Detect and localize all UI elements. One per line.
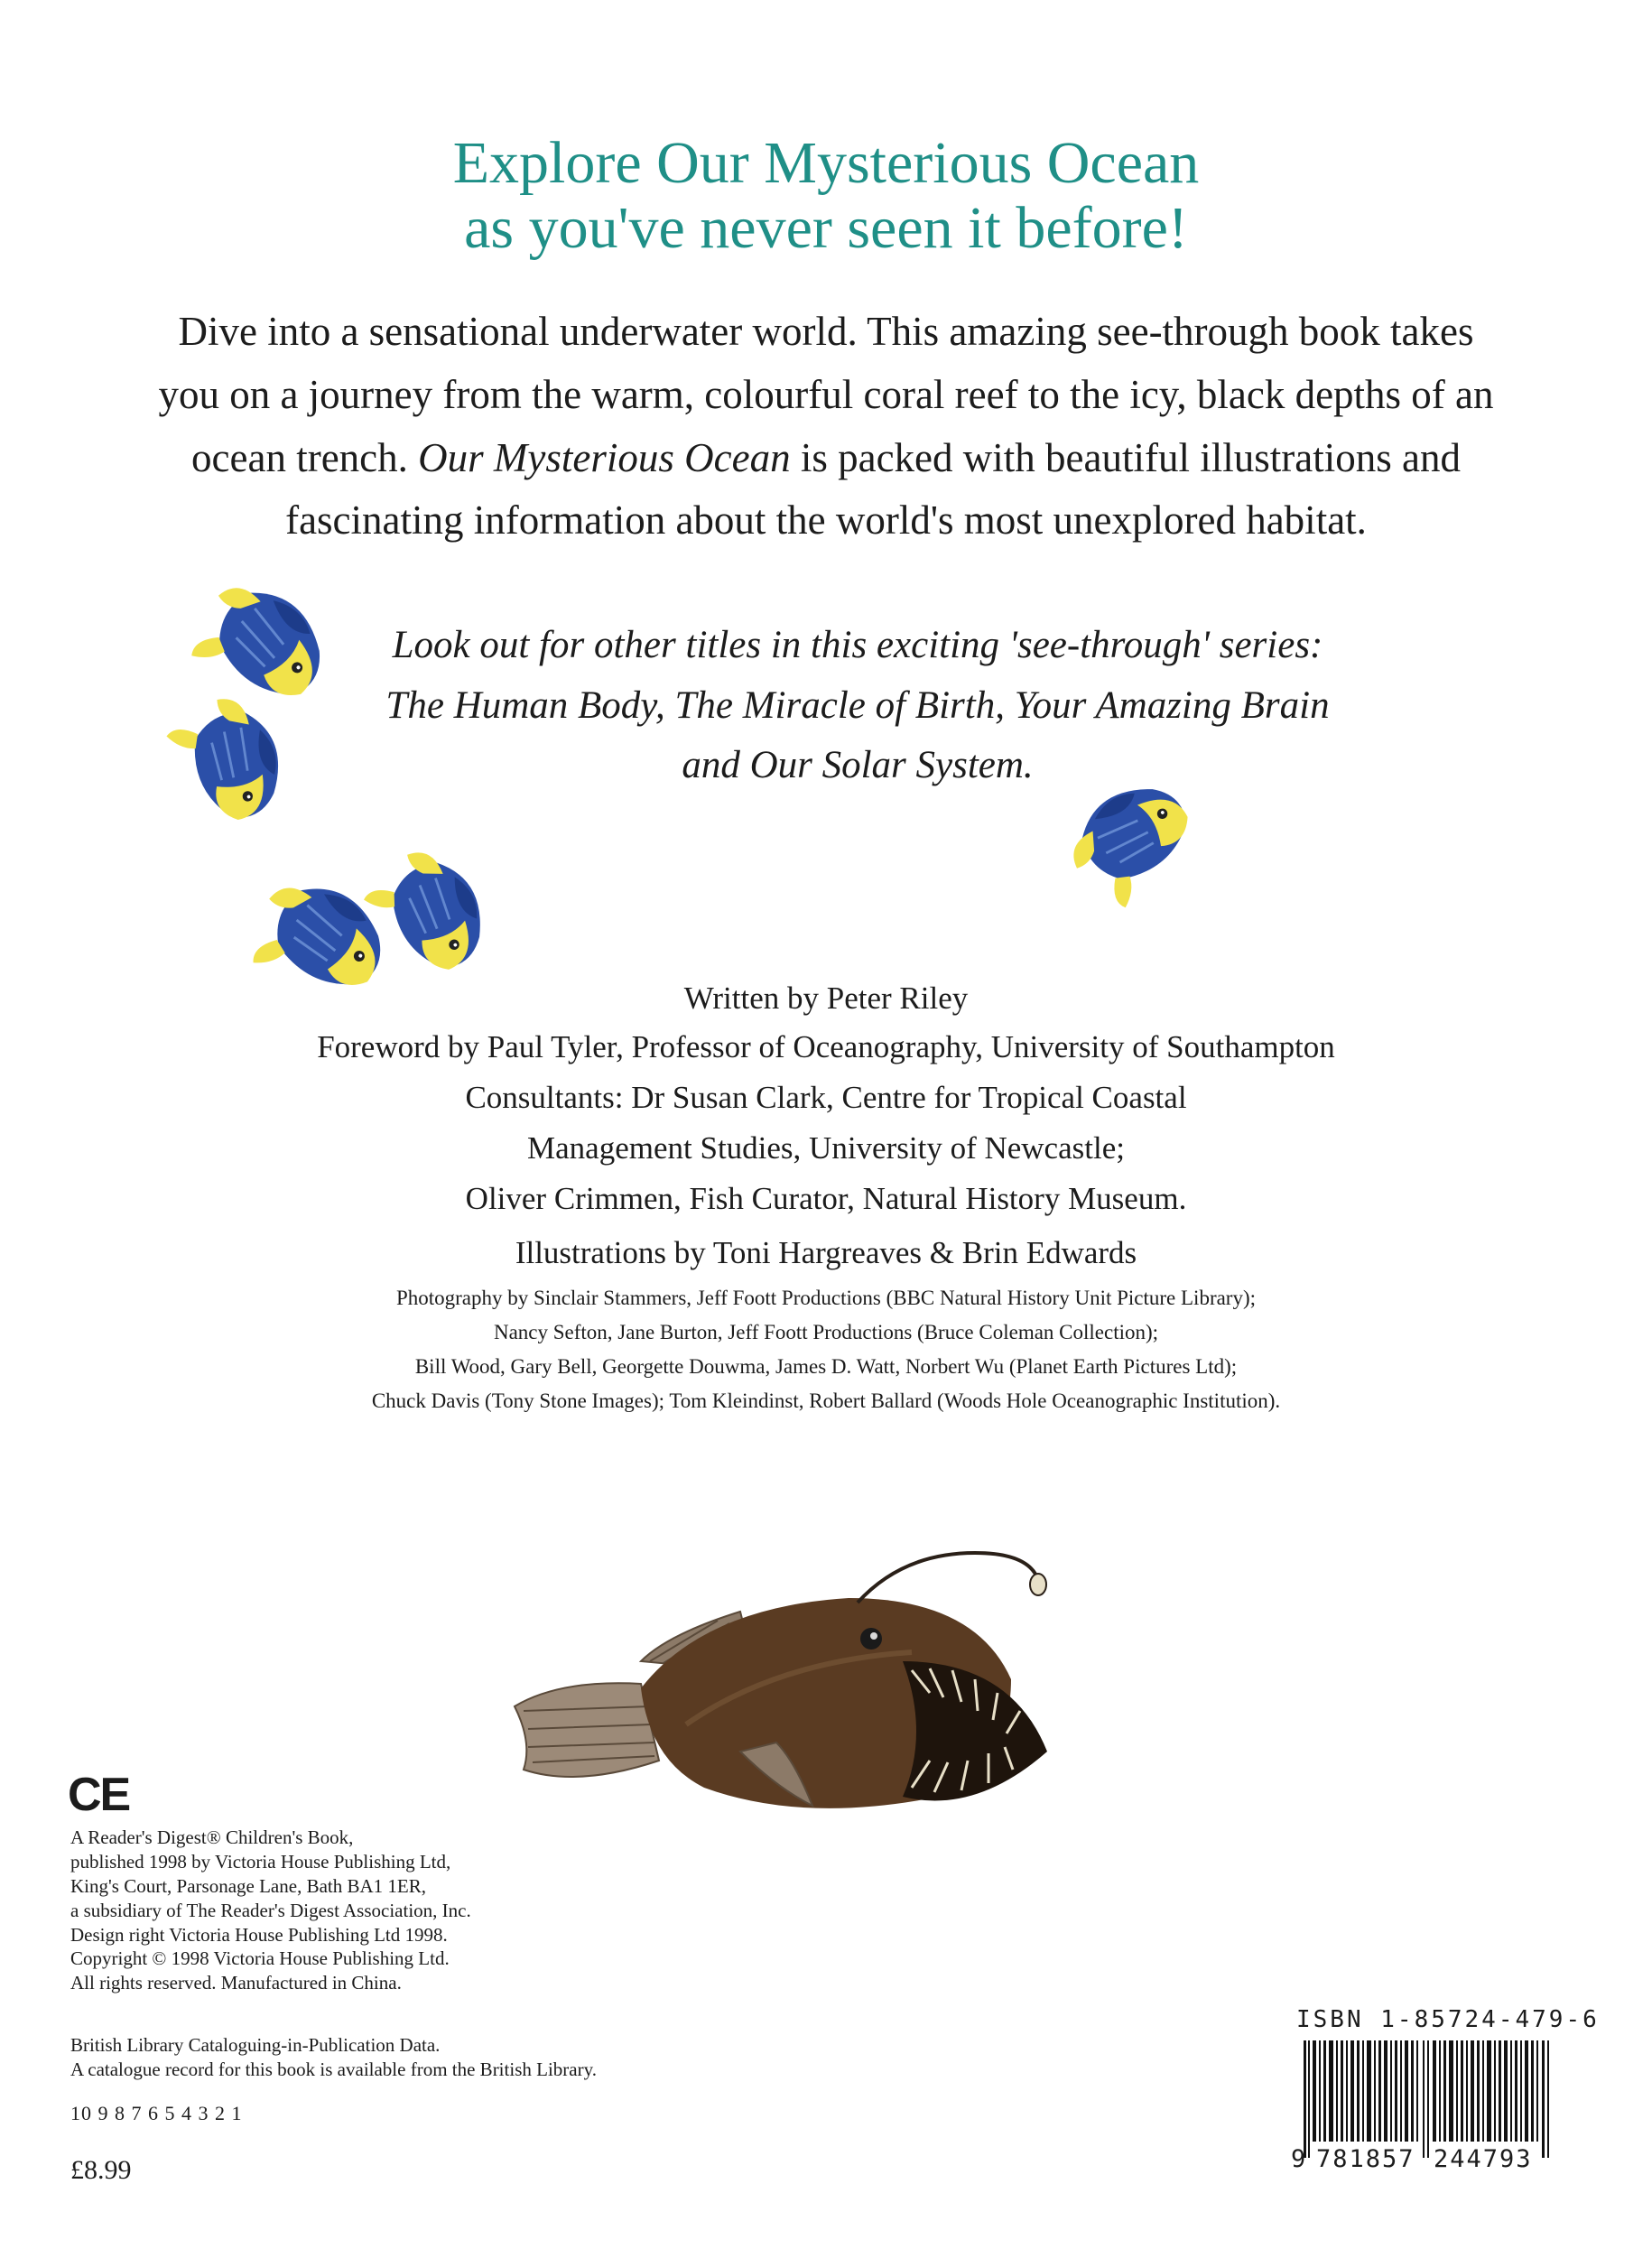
barcode-area — [1291, 2003, 1600, 2210]
book-title-italic: Our Mysterious Ocean — [418, 434, 791, 480]
series-line-1: Look out for other titles in this exciting 'see-through' series: — [392, 624, 1323, 666]
imprint-line: Design right Victoria House Publishing Ltd 1998. — [70, 1923, 448, 1946]
series-line-3-title: Our Solar System. — [749, 744, 1034, 787]
angelfish-4-icon — [356, 835, 501, 989]
author-credit: Written by Peter Riley — [683, 980, 969, 1016]
photo-credit-line: Chuck Davis (Tony Stone Images); Tom Kleindinst, Robert Ballard (Woods Hole Oceanographic Institution). — [371, 1389, 1281, 1412]
imprint-line: published 1998 by Victoria House Publishing Ltd, — [70, 1850, 451, 1873]
price: £8.99 — [70, 2155, 132, 2185]
illustrations-credit: Illustrations by Toni Hargreaves & Brin Edwards — [515, 1235, 1137, 1270]
imprint-line: King's Court, Parsonage Lane, Bath BA1 1ER, — [70, 1874, 426, 1897]
photo-credit-line: Nancy Sefton, Jane Burton, Jeff Foott Productions (Bruce Coleman Collection); — [493, 1320, 1159, 1343]
angelfish-1-icon — [178, 564, 342, 725]
intro-line-3-start: ocean trench. — [191, 434, 419, 480]
angelfish-illustrations — [0, 0, 1652, 1038]
intro-line-4: fascinating information about the world's most unexplored habitat. — [285, 497, 1367, 544]
consultants-line-2: Management Studies, University of Newcastle; — [527, 1130, 1125, 1166]
ean-left-digits: 781857 — [1316, 2145, 1415, 2173]
foreword-credit: Foreword by Paul Tyler, Professor of Oceanography, University of Southampton — [317, 1029, 1335, 1064]
series-line-2: The Human Body, The Miracle of Birth, Your Amazing Brain — [385, 683, 1330, 727]
intro-line-2: you on a journey from the warm, colourful coral reef to the icy, black depths of an — [158, 371, 1494, 417]
barcode-bars — [1300, 2040, 1571, 2158]
consultants-line-3: Oliver Crimmen, Fish Curator, Natural History Museum. — [465, 1181, 1187, 1216]
cip-line-1: British Library Cataloguing-in-Publication Data. — [70, 2034, 441, 2056]
imprint-line: A Reader's Digest® Children's Book, — [70, 1826, 354, 1848]
imprint-line: a subsidiary of The Reader's Digest Association, Inc. — [70, 1899, 471, 1921]
cip-line-2: A catalogue record for this book is available from the British Library. — [70, 2058, 597, 2080]
ean-right-digits: 244793 — [1434, 2145, 1533, 2173]
imprint-line: All rights reserved. Manufactured in China. — [70, 1972, 402, 1994]
headline-line-2: as you've never seen it before! — [464, 195, 1188, 261]
series-line-3-start: and — [682, 744, 750, 787]
print-line: 10 9 8 7 6 5 4 3 2 1 — [70, 2102, 243, 2124]
photography-credits — [0, 1281, 1652, 1418]
cip-block — [70, 2033, 597, 2082]
photo-credit-line: Bill Wood, Gary Bell, Georgette Douwma, James D. Watt, Norbert Wu (Planet Earth Pictures Ltd); — [414, 1354, 1238, 1378]
imprint-line: Copyright © 1998 Victoria House Publishing Ltd. — [70, 1947, 450, 1970]
headline-line-1: Explore Our Mysterious Ocean — [452, 130, 1200, 196]
ce-mark: CE — [68, 1769, 130, 1821]
angelfish-2-icon — [161, 686, 294, 833]
imprint-block — [70, 1826, 471, 1995]
intro-line-1: Dive into a sensational underwater world. This amazing see-through book takes — [178, 309, 1474, 354]
anglerfish-illustration — [506, 1526, 1083, 1851]
ean-first-digit: 9 — [1291, 2145, 1308, 2173]
consultants-line-1: Consultants: Dr Susan Clark, Centre for Tropical Coastal — [465, 1080, 1187, 1115]
isbn-number: ISBN 1-85724-479-6 — [1296, 2006, 1600, 2033]
photo-credit-line: Photography by Sinclair Stammers, Jeff Foott Productions (BBC Natural History Unit Picture Library); — [395, 1287, 1257, 1309]
intro-line-3-end: is packed with beautiful illustrations and — [790, 434, 1461, 480]
angelfish-5-icon — [1054, 767, 1210, 917]
